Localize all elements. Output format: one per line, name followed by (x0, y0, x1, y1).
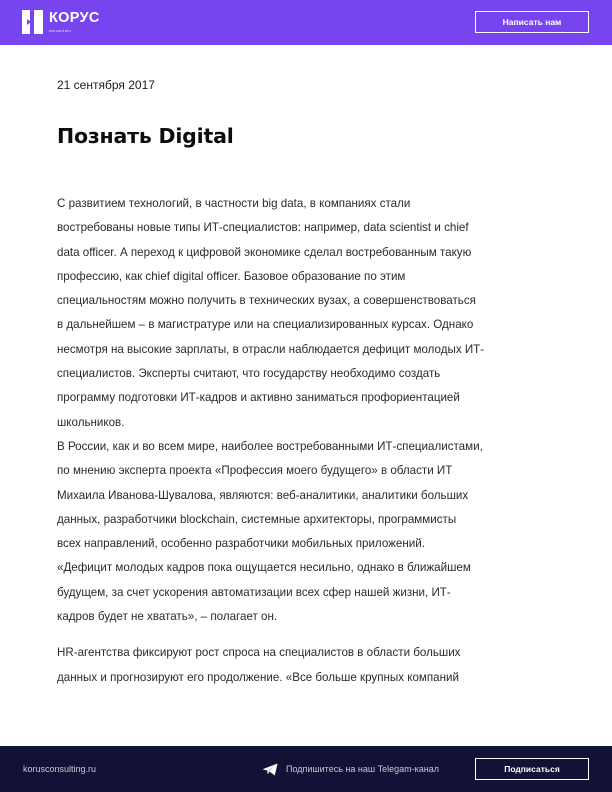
logo-name: КОРУС (49, 10, 100, 26)
paragraph-gap (57, 629, 567, 641)
body-line: HR-агентства фиксируют рост спроса на специалистов в области больших (57, 646, 461, 660)
body-line: специальностям можно получить в технических вузах, а совершенствоваться (57, 294, 476, 308)
body-line: «Дефицит молодых кадров пока ощущается несильно, однако в ближайшем (57, 561, 471, 575)
korus-logo-icon (22, 10, 43, 34)
site-header (0, 0, 612, 45)
body-line: В России, как и во всем мире, наиболее востребованными ИТ-специалистами, (57, 439, 483, 453)
body-line: школьников. (57, 415, 125, 429)
body-line: профессию, как chief digital officer. Базовое образование по этим (57, 269, 406, 283)
article-title: Познать Digital (57, 124, 234, 148)
korus-logo[interactable] (22, 10, 100, 35)
body-line: С развитием технологий, в частности big data, в компаниях стали (57, 197, 411, 210)
logo-subtitle: консалтинг (49, 29, 72, 33)
site-link[interactable]: korusconsulting.ru (23, 764, 97, 774)
subscribe-button[interactable]: Подписаться (475, 758, 589, 780)
body-line: специалистов. Эксперты считают, что государству необходимо создать (57, 367, 441, 381)
site-footer (0, 746, 612, 792)
body-line: будущем, за счет ускорения автоматизации всех сфер нашей жизни, ИТ- (57, 585, 451, 599)
body-line: по мнению эксперта проекта «Профессия моего будущего» в области ИТ (57, 464, 453, 478)
body-line: кадров будет не хватать», – полагает он. (57, 610, 278, 624)
article-date: 21 сентября 2017 (57, 78, 155, 92)
body-line: программу подготовки ИТ-кадров и активно заниматься профориентацией (57, 391, 460, 405)
telegram-icon[interactable] (262, 763, 278, 776)
body-line: несмотря на высокие зарплаты, в отрасли наблюдается дефицит молодых ИТ- (57, 342, 485, 356)
body-line: данных, разработчики blockchain, системные архитекторы, программисты (57, 512, 457, 526)
body-line: всех направлений, особенно разработчики мобильных приложений. (57, 537, 425, 551)
body-line: данных и прогнозируют его продолжение. «Все больше крупных компаний (57, 670, 459, 684)
telegram-subscribe-text[interactable]: Подпишитесь на наш Telegam-канал (286, 764, 439, 774)
body-line: востребованы новые типы ИТ-специалистов: например, data scientist и chief (57, 221, 469, 235)
body-line: в дальнейшем – в магистратуре или на специализированных курсах. Однако (57, 318, 474, 332)
body-line: data officer. А переход к цифровой экономике сделал востребованным такую (57, 245, 472, 259)
write-us-button[interactable]: Написать нам (475, 11, 589, 33)
article-body (57, 192, 567, 690)
body-line: Михаила Иванова-Шувалова, являются: веб-аналитики, аналитики больших (57, 488, 469, 502)
